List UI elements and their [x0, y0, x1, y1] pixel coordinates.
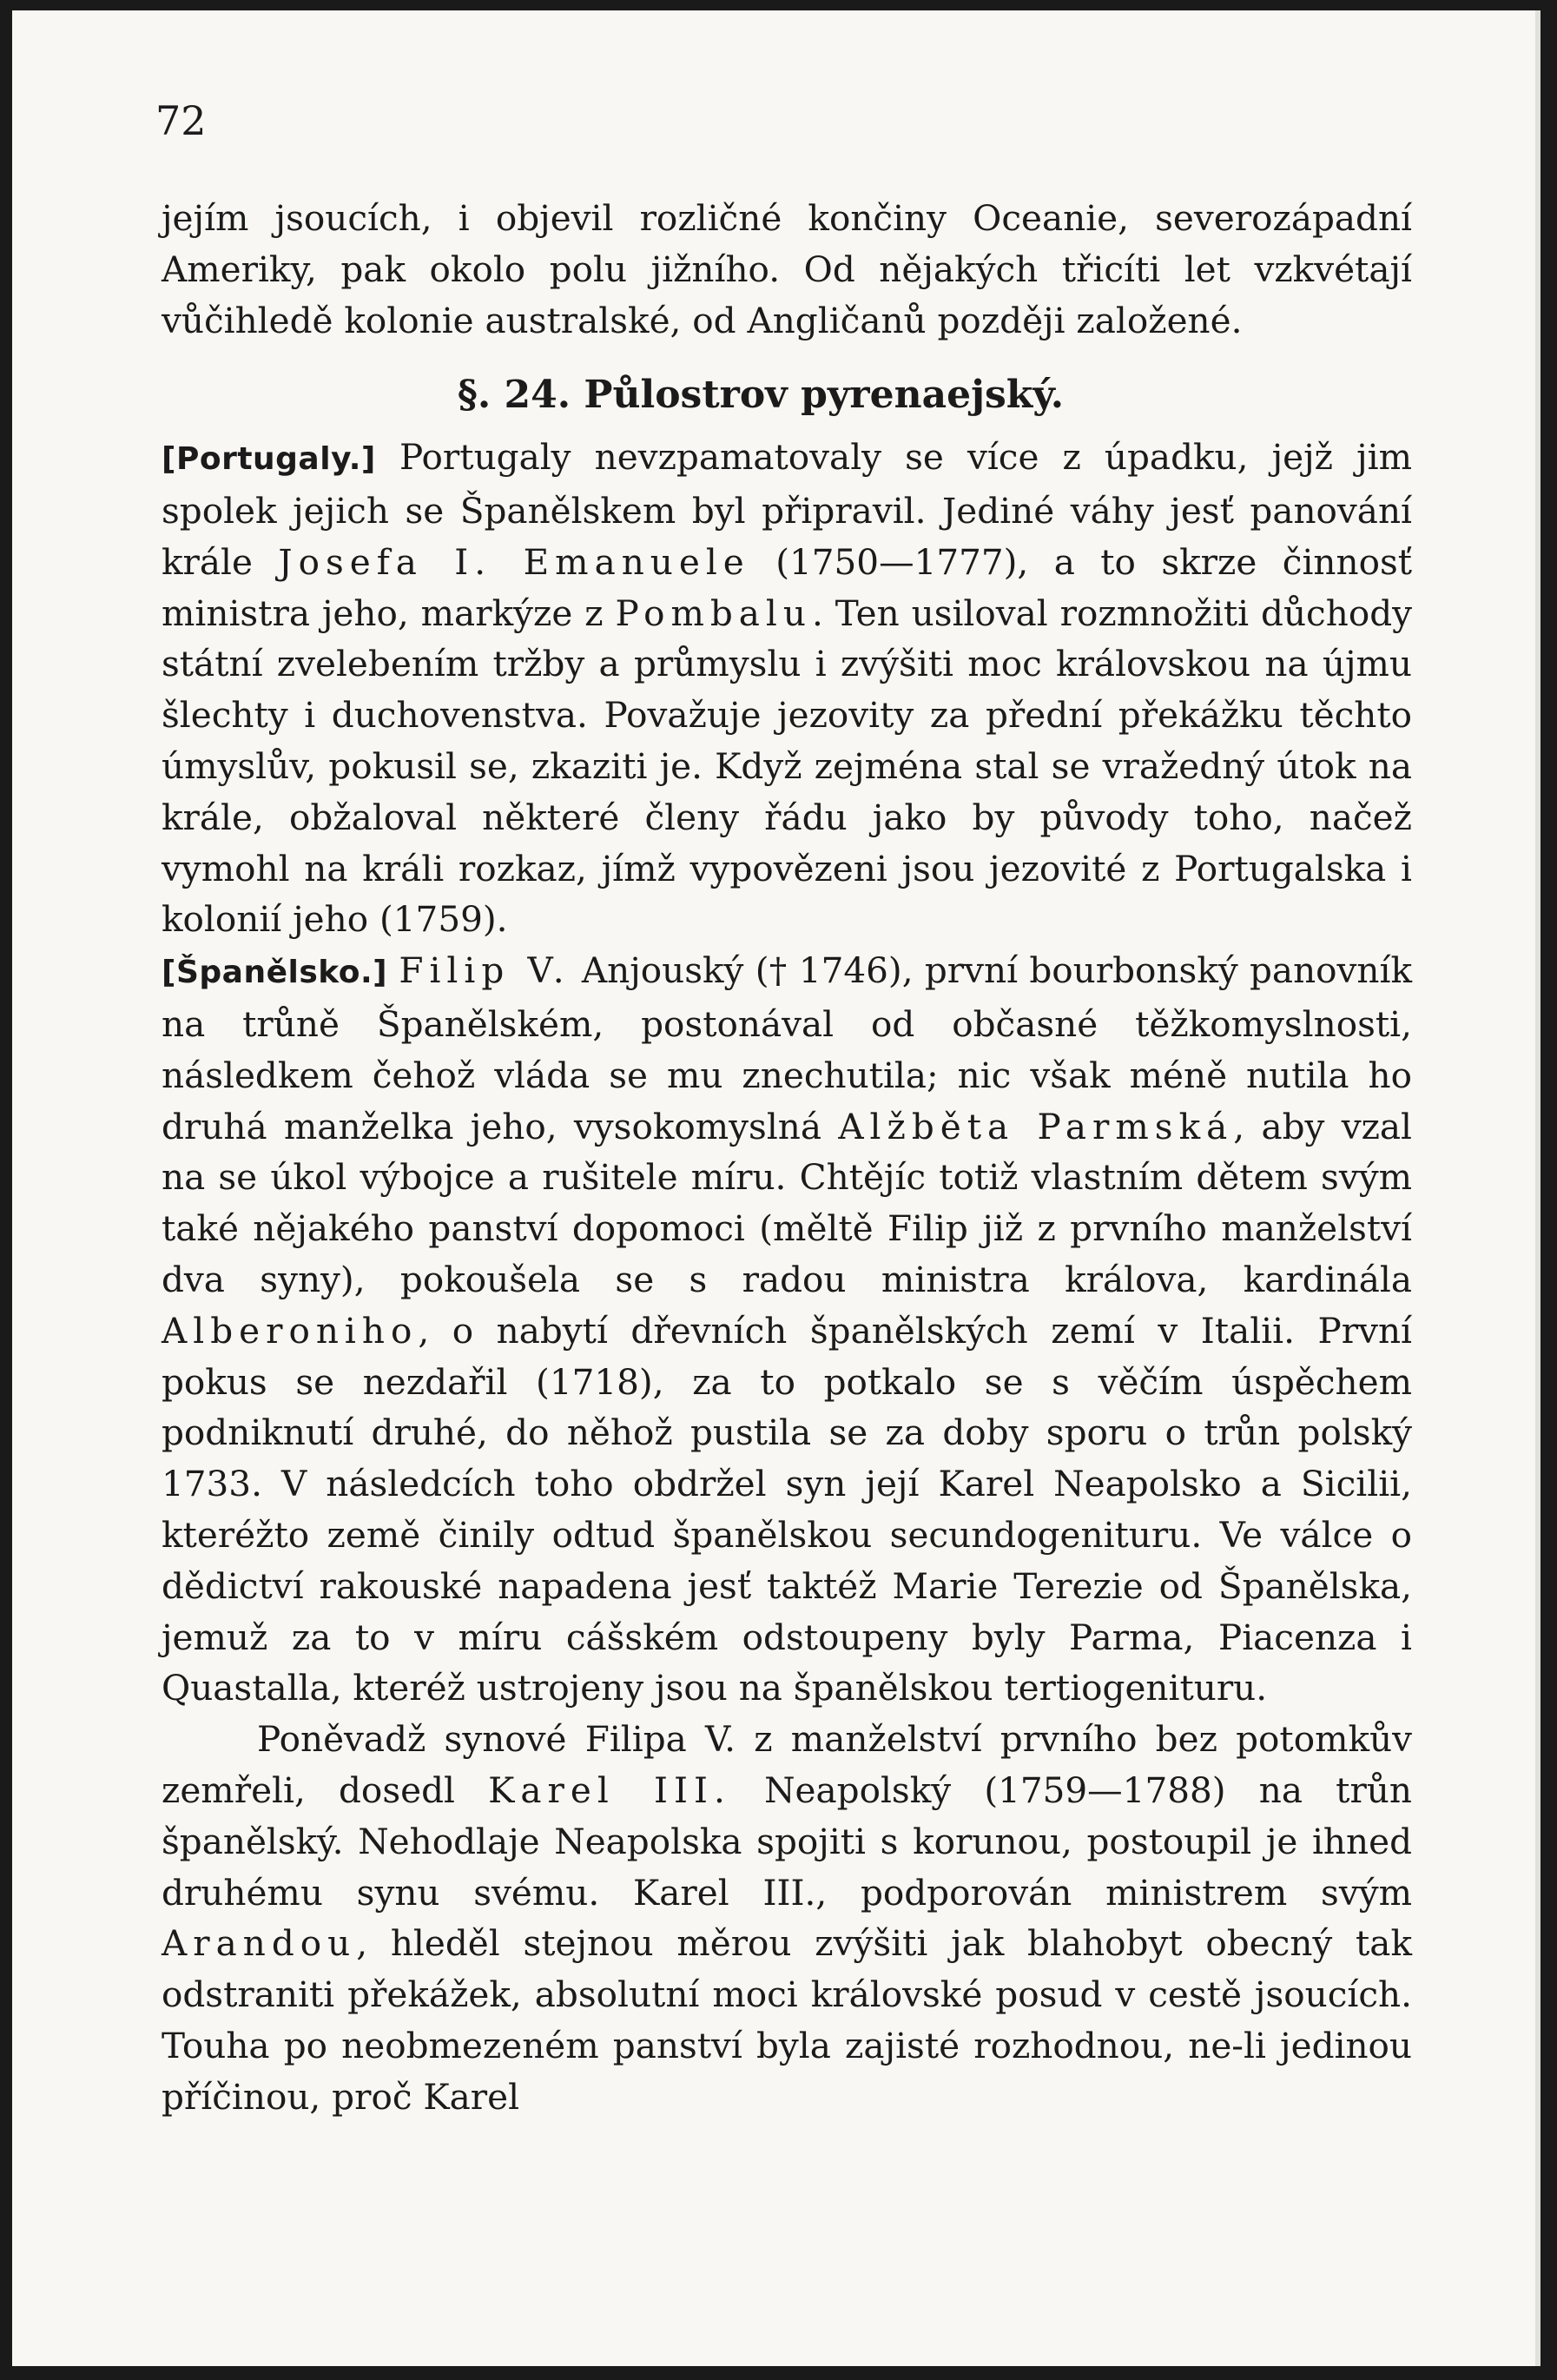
text-run: . Ten usiloval rozmnožiti důchody státní zvelebením tržby a průmyslu i zvýšiti moc královskou na újmu šlechty i duchovenstva. Považuje jezovity za přední překážku těchto úmyslův, pokusil se, zkaziti je. Když zejména stal se vražedný útok na krále, obžaloval některé členy řádu jako by původy toho, načež vymohl na králi rozkaz, jímž vypovězeni jsou jezovité z Portugalska i kolonií jeho (1759). [162, 592, 1413, 941]
text-run: , o nabytí dřevních španělských zemí v Italii. První pokus se nezdařil (1718), za to potkalo se s věčím úspěchem podniknutí druhé, do něhož pustila se za doby sporu o trůn polský 1733. V následcích toho obdržel syn její Karel Neapolsko a Sicilii, kteréžto země činily odtud španělskou secundogenituru. Ve válce o dědictví rakouské napadena jesť taktéž Marie Terezie od Španělska, jemuž za to v míru cášském odstoupeny byly Parma, Piacenza i Quastalla, kteréž ustrojeny jsou na španělskou tertiogenituru. [162, 1309, 1412, 1709]
text-run: (1750—1777), a to skrze činnosť ministra jeho, markýze z [162, 540, 1413, 634]
name-spaced: Alžběta Parmská [838, 1105, 1234, 1147]
name-spaced: Josefa I. Emanuele [278, 540, 750, 583]
paragraph-spain [162, 945, 1412, 1714]
sidenote-portugal: [Portugaly.] [162, 441, 376, 478]
name-spaced: Alberoniho [162, 1309, 419, 1352]
text-run: Anjouský († 1746), první bourbonský panovník na trůně Španělském, postonával od občasné těžkomyslnosti, následkem čehož vláda se mu znechutila; nic však méně nutila ho druhá manželka jeho, vysokomyslná [162, 949, 1412, 1147]
body-text [162, 193, 1412, 2122]
text-run: , aby vzal na se úkol výbojce a rušitele míru. Chtějíc totiž vlastním dětem svým také nějakého panství dopomoci (měltě Filip již z prvního manželství dva syny), pokoušela se s radou ministra králova, kardinála [162, 1105, 1413, 1300]
text-run: Neapolský (1759—1788) na trůn španělský. Nehodlaje Neapolska spojiti s korunou, postoupil je ihned druhému synu svému. Karel III., podporován ministrem svým [162, 1768, 1412, 1914]
page-edge [1535, 10, 1541, 2366]
paragraph-continuation: jejím jsoucích, i objevil rozličné končiny Oceanie, severozápadní Ameriky, pak okolo polu jižního. Od nějakých třicíti let vzkvétají vůčihledě kolonie australské, od Angličanů později založené. [162, 197, 1412, 341]
section-heading: §. 24. Půlostrov pyrenaejský. [457, 373, 1065, 418]
page-number: 72 [155, 97, 207, 144]
paragraph-charles-iii [162, 1714, 1412, 2122]
text-run: Portugaly nevzpamatovaly se více z úpadku, jejž jim spolek jejich se Španělskem byl připravil. Jediné váhy jesť panování krále [162, 436, 1412, 583]
paragraph-portugal [162, 432, 1412, 945]
name-spaced: Karel III. [488, 1768, 731, 1811]
text-run: , hleděl stejnou měrou zvýšiti jak blahobyt obecný tak odstraniti překážek, absolutní moci královské posud v cestě jsoucích. Touha po neobmezeném panství byla zajisté rozhodnou, ne-li jedinou příčinou, proč Karel [162, 1922, 1412, 2118]
name-spaced: Filip V. [399, 949, 571, 992]
name-spaced: Pombalu [615, 592, 812, 634]
name-spaced: Arandou [162, 1922, 357, 1965]
sidenote-spain: [Španělsko.] [162, 955, 388, 991]
text-run: Poněvadž synové Filipa V. z manželství prvního bez potomkův zemřeli, dosedl [162, 1718, 1412, 1811]
text-run [387, 949, 399, 991]
book-page [12, 10, 1541, 2366]
